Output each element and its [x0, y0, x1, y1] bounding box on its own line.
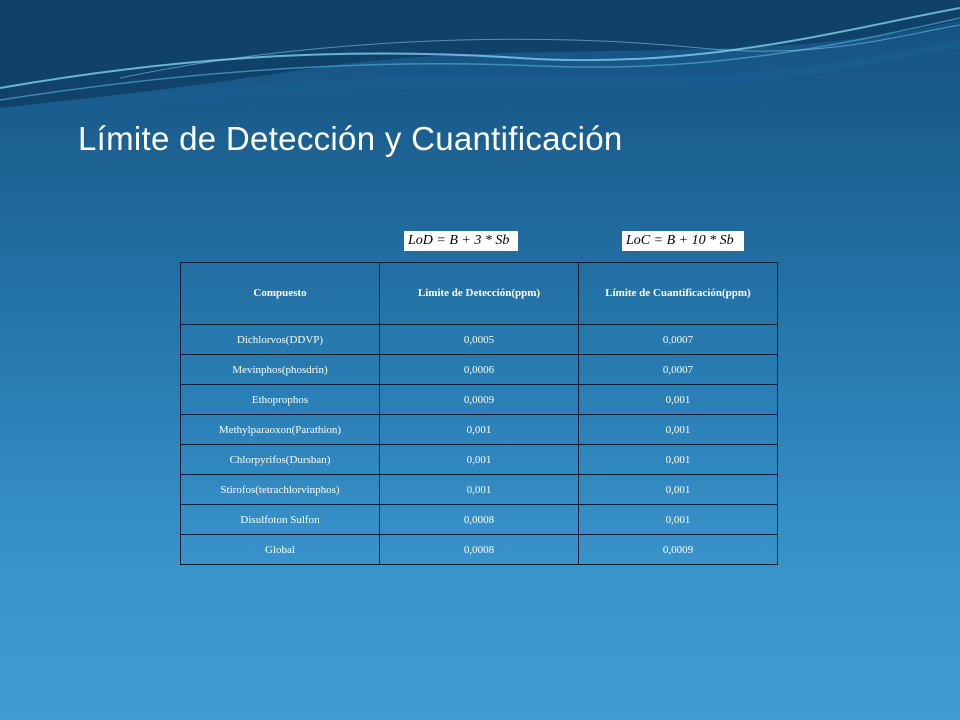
cell-lod: 0,001 — [380, 415, 579, 445]
table-row — [181, 535, 778, 565]
cell-compound: Ethoprophos — [181, 385, 380, 415]
table-row — [181, 475, 778, 505]
cell-lod: 0,0005 — [380, 325, 579, 355]
decorative-waves — [0, 0, 960, 130]
cell-compound: Chlorpyrifos(Dursban) — [181, 445, 380, 475]
cell-lod: 0,0009 — [380, 385, 579, 415]
cell-lod: 0,001 — [380, 475, 579, 505]
cell-lod: 0,0008 — [380, 505, 579, 535]
cell-loc: 0,0009 — [579, 535, 778, 565]
table-row — [181, 385, 778, 415]
detection-limits-table — [180, 262, 778, 565]
header-compound: Compuesto — [181, 263, 380, 325]
cell-lod: 0,0008 — [380, 535, 579, 565]
cell-compound: Dichlorvos(DDVP) — [181, 325, 380, 355]
cell-loc: 0,001 — [579, 385, 778, 415]
cell-loc: 0,001 — [579, 445, 778, 475]
slide-title: Límite de Detección y Cuantificación — [78, 120, 623, 157]
header-quantification-limit: Límite de Cuantificación(ppm) — [579, 263, 778, 325]
cell-loc: 0,001 — [579, 505, 778, 535]
cell-compound: Methylparaoxon(Parathion) — [181, 415, 380, 445]
cell-loc: 0,001 — [579, 475, 778, 505]
table-row — [181, 355, 778, 385]
cell-loc: 0,001 — [579, 415, 778, 445]
table-row — [181, 415, 778, 445]
cell-loc: 0,0007 — [579, 355, 778, 385]
cell-compound: Disulfoton Sulfon — [181, 505, 380, 535]
lod-formula: LoD = B + 3 * Sb — [404, 231, 518, 251]
table-header-row — [181, 263, 778, 325]
cell-compound: Mevinphos(phosdrin) — [181, 355, 380, 385]
cell-lod: 0,0006 — [380, 355, 579, 385]
cell-lod: 0,001 — [380, 445, 579, 475]
cell-compound: Global — [181, 535, 380, 565]
table-row — [181, 445, 778, 475]
header-detection-limit: Limite de Detección(ppm) — [380, 263, 579, 325]
table-row — [181, 325, 778, 355]
loc-formula: LoC = B + 10 * Sb — [622, 231, 744, 251]
cell-loc: 0,0007 — [579, 325, 778, 355]
cell-compound: Stirofos(tetrachlorvinphos) — [181, 475, 380, 505]
table-row — [181, 505, 778, 535]
